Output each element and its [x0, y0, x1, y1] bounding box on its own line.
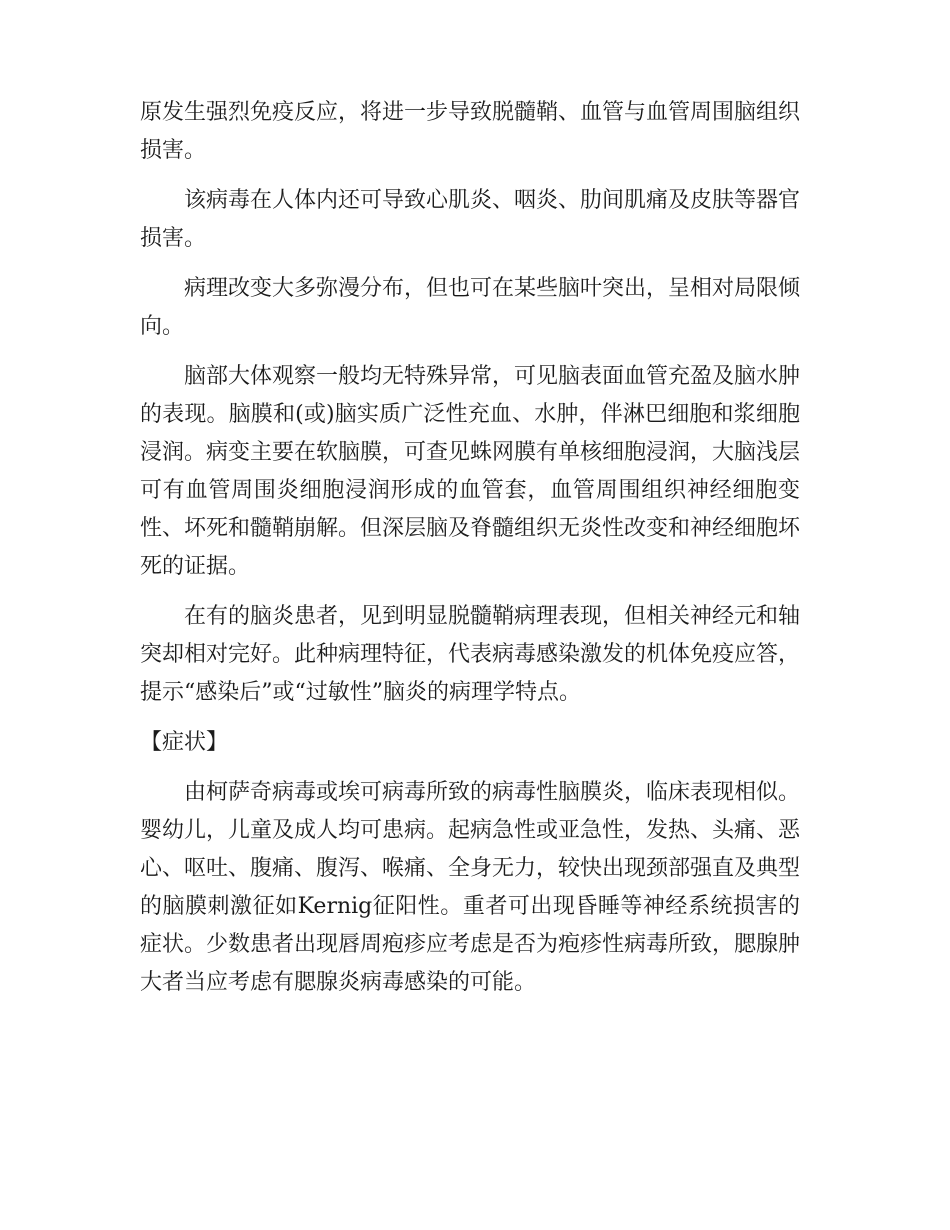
paragraph-demyelination: 在有的脑炎患者，见到明显脱髓鞘病理表现，但相关神经元和轴突却相对完好。此种病理特征，代表病毒感染激发的机体免疫应答，提示“感染后”或“过敏性”脑炎的病理学特点。 — [140, 604, 801, 705]
paragraph-pathology-continued: 原发生强烈免疫反应，将进一步导致脱髓鞘、血管与血管周围脑组织损害。 — [140, 100, 801, 163]
paragraph-distribution: 病理改变大多弥漫分布，但也可在某些脑叶突出，呈相对局限倾向。 — [140, 276, 801, 339]
paragraph-symptoms: 由柯萨奇病毒或埃可病毒所致的病毒性脑膜炎，临床表现相似。婴幼儿，儿童及成人均可患病。起病急性或亚急性，发热、头痛、恶心、呕吐、腹痛、腹泻、喉痛、全身无力，较快出现颈部强直及典型的脑膜刺激征如Kernig征阳性。重者可出现昏睡等神经系统损害的症状。少数患者出现唇周疱疹应考虑是否为疱疹性病毒所致，腮腺肿大者当应考虑有腮腺炎病毒感染的可能。 — [140, 780, 801, 995]
paragraph-organ-damage: 该病毒在人体内还可导致心肌炎、咽炎、肋间肌痛及皮肤等器官损害。 — [140, 188, 801, 251]
paragraph-gross-observation: 脑部大体观察一般均无特殊异常，可见脑表面血管充盈及脑水肿的表现。脑膜和(或)脑实质广泛性充血、水肿，伴淋巴细胞和浆细胞浸润。病变主要在软脑膜，可查见蛛网膜有单核细胞浸润，大脑浅层可有血管周围炎细胞浸润形成的血管套，血管周围组织神经细胞变性、坏死和髓鞘崩解。但深层脑及脊髓组织无炎性改变和神经细胞坏死的证据。 — [140, 364, 801, 579]
section-heading-symptoms: 【症状】 — [140, 730, 229, 755]
document-page — [140, 94, 800, 1002]
